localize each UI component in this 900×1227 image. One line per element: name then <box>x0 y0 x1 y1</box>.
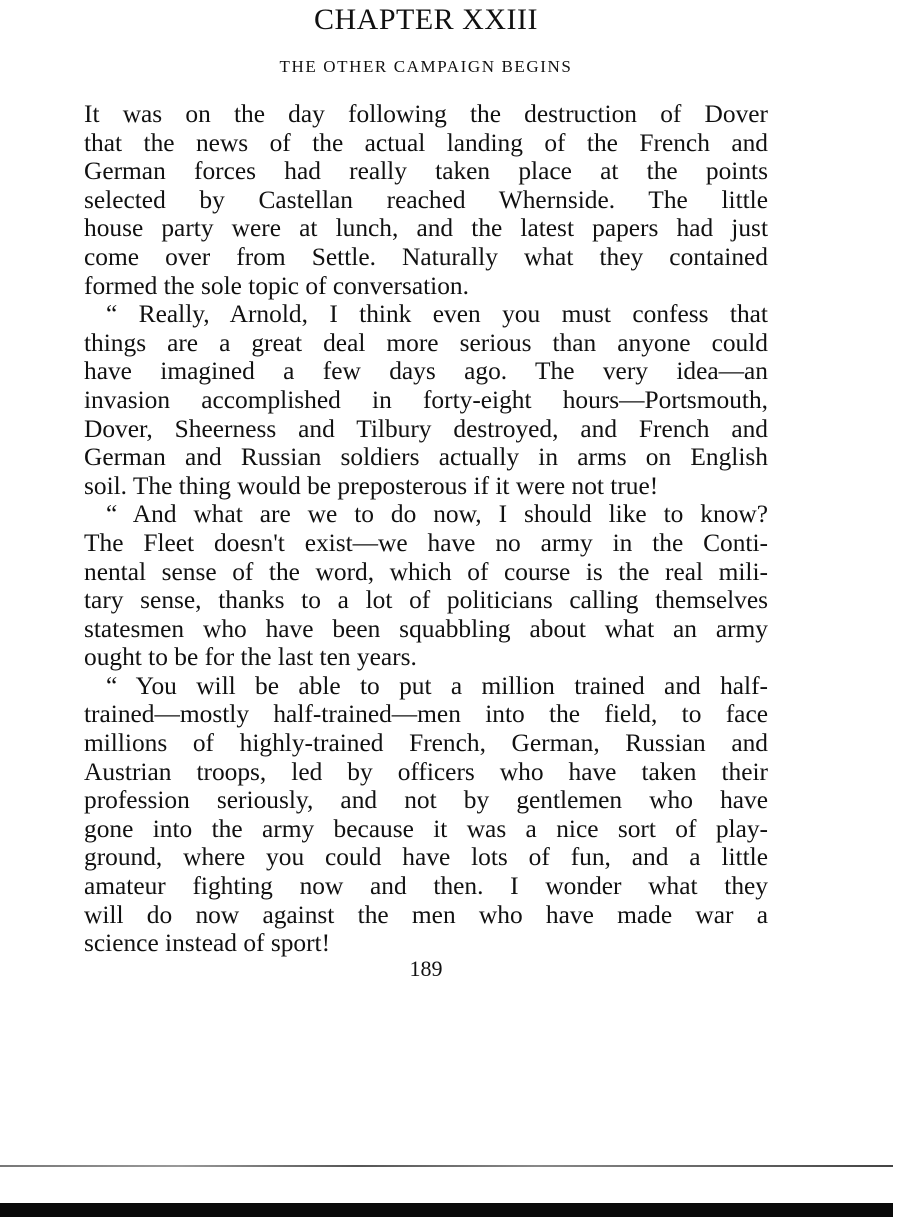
text-line: gone into the army because it was a nice sort of play- <box>84 814 768 843</box>
text-line: formed the sole topic of conversation. <box>84 271 469 300</box>
text-line: The Fleet doesn't exist—we have no army in the Conti- <box>84 528 768 557</box>
text-line: that the news of the actual landing of the French and <box>84 128 768 157</box>
text-line: invasion accomplished in forty-eight hours—Portsmouth, <box>84 385 768 414</box>
text-line: nental sense of the word, which of course is the real mili- <box>84 557 768 586</box>
text-line: will do now against the men who have made war a <box>84 900 768 929</box>
text-line: amateur fighting now and then. I wonder what they <box>84 872 768 901</box>
text-line: profession seriously, and not by gentlemen who have <box>84 786 768 815</box>
text-line: come over from Settle. Naturally what they contained <box>84 242 768 271</box>
text-line: ground, where you could have lots of fun, and a little <box>84 843 768 872</box>
text-line: soil. The thing would be preposterous if it were not true! <box>84 471 659 500</box>
chapter-heading: CHAPTER XXIII <box>314 3 538 36</box>
text-line: Austrian troops, led by officers who have taken their <box>84 757 768 786</box>
text-line: have imagined a few days ago. The very idea—an <box>84 357 768 386</box>
text-line: statesmen who have been squabbling about what an army <box>84 614 768 643</box>
text-line: tary sense, thanks to a lot of politicians calling themselves <box>84 586 768 615</box>
text-line: “ Really, Arnold, I think even you must confess that <box>106 300 768 329</box>
bottom-rule-thin <box>0 1165 893 1167</box>
text-line: “ And what are we to do now, I should like to know? <box>106 500 768 529</box>
text-line: science instead of sport! <box>84 929 331 958</box>
chapter-subtitle: THE OTHER CAMPAIGN BEGINS <box>279 57 573 76</box>
bottom-rule-thick <box>0 1203 893 1217</box>
text-line: trained—mostly half-trained—men into the field, to face <box>84 700 768 729</box>
text-line: It was on the day following the destruction of Dover <box>84 100 768 128</box>
text-line: German forces had really taken place at the points <box>84 157 768 186</box>
body-text <box>84 100 768 958</box>
text-line: things are a great deal more serious than anyone could <box>84 328 768 357</box>
text-line: house party were at lunch, and the latest papers had just <box>84 214 768 243</box>
text-line: ought to be for the last ten years. <box>84 643 417 672</box>
text-line: “ You will be able to put a million trained and half- <box>106 671 768 700</box>
text-line: German and Russian soldiers actually in arms on English <box>84 443 768 472</box>
text-line: Dover, Sheerness and Tilbury destroyed, and French and <box>84 414 768 443</box>
page-number: 189 <box>409 956 443 981</box>
text-line: millions of highly-trained French, German, Russian and <box>84 729 768 758</box>
text-line: selected by Castellan reached Whernside. The little <box>84 185 768 214</box>
